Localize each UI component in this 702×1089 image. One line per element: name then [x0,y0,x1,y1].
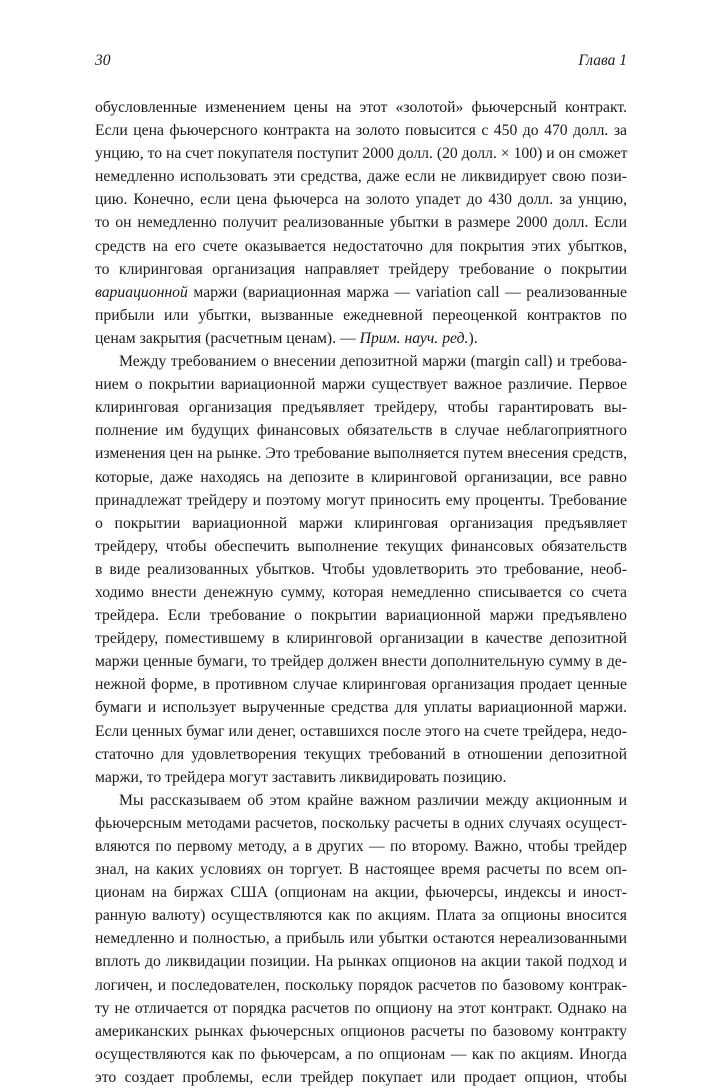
text-line: о покрытии вариационной маржи клиринговая организация предъявляет [95,514,627,532]
text-line: Между требованием о внесении депозитной маржи (margin call) и требова- [119,353,627,371]
text-line: трейдеру, чтобы обеспечить выполнение текущих финансовых обязательств [95,537,627,555]
text-line: Если цена фьючерсного контракта на золото повысится с 450 до 470 долл. за [95,122,627,140]
paragraph-3 [95,789,627,1089]
text-line: статочно для удовлетворения текущих требований в отношении депозитной [95,745,627,763]
text-line: вплоть до ликвидации позиции. На рынках опционов на акции такой подход и [95,953,627,971]
text-line: фьючерсным методами расчетов, поскольку расчеты в одних случаях осущест- [95,814,627,832]
text-line: средств на его счете оказывается недостаточно для покрытия этих убытков, [95,237,627,255]
text-line: в виде реализованных убытков. Чтобы удовлетворить это требование, необ- [95,560,627,578]
running-head [95,52,627,76]
paragraph-2 [95,350,627,789]
text-line: логичен, и последователен, поскольку порядок расчетов по базовому контрак- [95,976,627,994]
text-line: изменения цен на рынке. Это требование выполняется путем внесения средств, [95,445,627,463]
text-line: американских рынках фьючерсных опционов расчеты по базовому контракту [95,1022,627,1040]
text-line: вляются по первому методу, а в других — по второму. Важно, чтобы трейдер [95,838,627,855]
book-page [95,52,627,1089]
text-line: знал, на каких условиях он торгует. В настоящее время расчеты по всем оп- [95,861,627,879]
italic-fragment: Прим. науч. ред. [359,329,469,347]
text-line: прибыли или убытки, вызванные ежедневной переоценкой контрактов по [95,306,627,324]
text-line: немедленно использовать эти средства, даже если не ликвидирует свою пози- [95,168,627,186]
body-text [95,96,627,1089]
text-line: нежной форме, в противном случае клиринговая организация продает ценные [95,676,627,694]
text-line: цию. Конечно, если цена фьючерса на золото упадет до 430 долл. за унцию, [95,191,627,209]
text-line: ту не отличается от порядка расчетов по опциону на этот контракт. Однако на [95,999,627,1017]
text-line: это создает проблемы, если трейдер покупает или продает опцион, чтобы [95,1068,627,1086]
paragraph-1 [95,96,627,350]
text-line-italic-term: вариационной маржи (вариационная маржа — variation call — реализованные [95,283,627,301]
text-line: которые, даже находясь на депозите в клиринговой организации, все равно [95,468,627,486]
text-line: Мы рассказываем об этом крайне важном различии между акционным и [119,791,627,809]
text-line: обусловленные изменением цены на этот «золотой» фьючерсный контракт. [95,99,627,116]
text-line-italic-note: ценам закрытия (расчетным ценам). — Прим. науч. ред.). [95,329,478,347]
text-line: маржи ценные бумаги, то трейдер должен внести дополнительную сумму в де- [95,653,627,671]
text-line: немедленно и полностью, а прибыль или убытки остаются нереализованными [95,930,627,948]
text-line: ционам на биржах США (опционам на акции, фьючерсы, индексы и иност- [95,884,627,902]
page-number: 30 [95,52,111,69]
text-line: трейдеру, поместившему в клиринговой организации в качестве депозитной [95,630,627,648]
text-line: то он немедленно получит реализованные убытки в размере 2000 долл. Если [95,214,627,232]
text-line: маржи, то трейдера могут заставить ликвидировать позицию. [95,768,507,786]
text-line: Если ценных бумаг или денег, оставшихся после этого на счете трейдера, недо- [95,722,627,740]
text-line: ранную валюту) осуществляются как по акциям. Плата за опционы вносится [95,907,627,925]
text-line: унцию, то на счет покупателя поступит 2000 долл. (20 долл. × 100) и он сможет [95,145,628,163]
text-line: ходимо внести денежную сумму, которая немедленно списывается со счета [95,583,627,601]
chapter-title: Глава 1 [578,52,627,69]
text-line: осуществляются как по фьючерсам, а по опционам — как по акциям. Иногда [95,1045,627,1063]
text-line: принадлежат трейдеру и поэтому могут приносить ему проценты. Требование [95,491,627,509]
italic-fragment: вариационной [95,283,188,301]
text-line: трейдера. Если требование о покрытии вариационной маржи предъявлено [95,607,627,625]
text-line: нием о покрытии вариационной маржи существует важное различие. Первое [95,376,627,394]
text-line: клиринговая организация предъявляет трейдеру, чтобы гарантировать вы- [95,399,627,417]
text-line: полнение им будущих финансовых обязательств в случае неблагоприятного [95,422,627,440]
text-line: бумаги и использует вырученные средства для уплаты вариационной маржи. [95,699,627,717]
text-line: то клиринговая организация направляет трейдеру требование о покрытии [95,260,627,278]
